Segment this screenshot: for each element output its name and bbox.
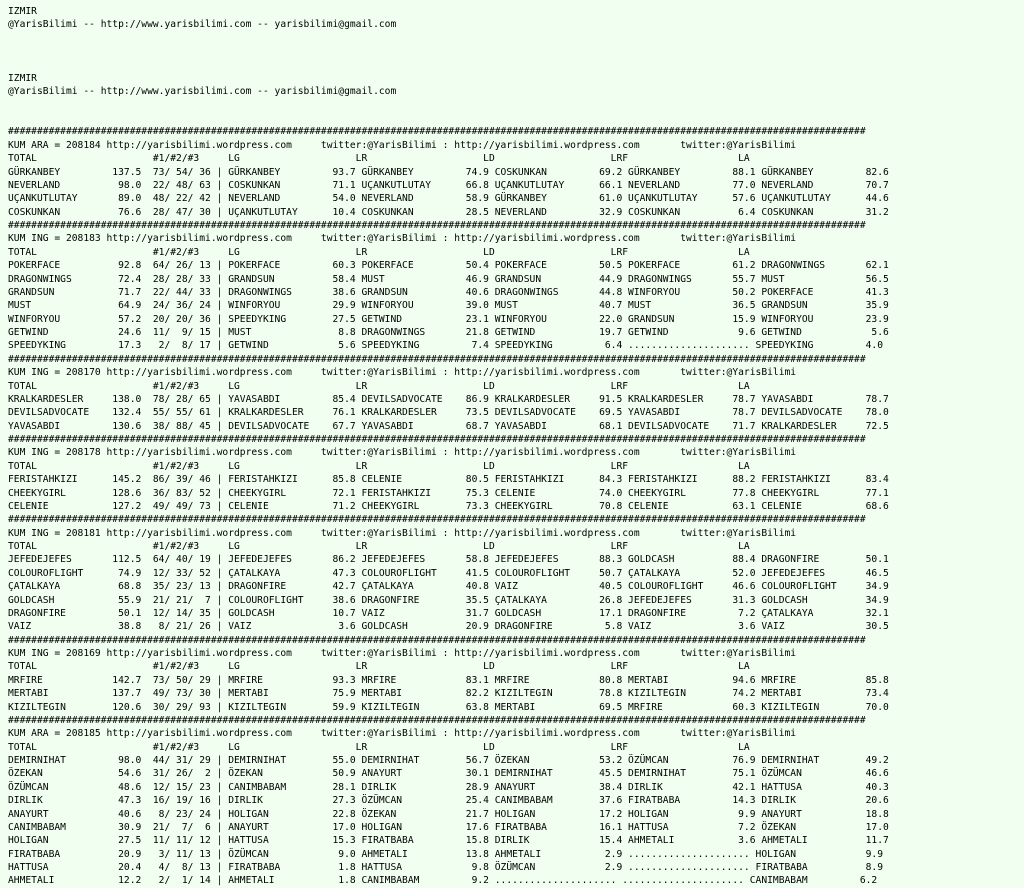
horse-row: GRANDSUN 71.7 22/ 44/ 33 | DRAGONWINGS 38.6 GRANDSUN 40.6 DRAGONWINGS 44.8 WINFORYOU 50.2 POKERFACE 41.3 [8,286,889,298]
horse-row: POKERFACE 92.8 64/ 26/ 13 | POKERFACE 60.3 POKERFACE 50.4 POKERFACE 50.5 POKERFACE 61.2 DRAGONWINGS 62.1 [8,260,889,272]
horse-row: MUST 64.9 24/ 36/ 24 | WINFORYOU 29.9 WINFORYOU 39.0 MUST 40.7 MUST 36.5 GRANDSUN 35.9 [8,300,889,312]
column-header-line: TOTAL #1/#2/#3 LG LR LD LRF LA [8,153,750,165]
horse-row: FERISTAHKIZI 145.2 86/ 39/ 46 | FERISTAHKIZI 85.8 CELENIE 80.5 FERISTAHKIZI 84.3 FERISTAHKIZI 88.2 FERISTAHKIZI 83.4 [8,474,889,486]
horse-row: GETWIND 24.6 11/ 9/ 15 | MUST 8.8 DRAGONWINGS 21.8 GETWIND 19.7 GETWIND 9.6 GETWIND 5.6 [8,327,889,338]
column-header-line: TOTAL #1/#2/#3 LG LR LD LRF LA [8,541,750,552]
horse-row: UÇANKUTLUTAY 89.0 48/ 22/ 42 | NEVERLAND 54.0 NEVERLAND 58.9 GÜRKANBEY 61.0 UÇANKUTLUTAY 57.6 UÇANKUTLUTAY 44.6 [8,193,889,205]
separator-line: #################################################################################################################################################### [8,353,866,365]
race-header-line: KUM ARA = 208184 http://yarisbilimi.wordpress.com twitter:@YarisBilimi : http://yarisbilimi.wordpress.com twitter:@YarisBilimi [8,139,797,151]
horse-row: CANIMBABAM 30.9 21/ 7/ 6 | ANAYURT 17.0 HOLIGAN 17.6 FIRATBABA 16.1 HATTUSA 7.2 ÖZEKAN 17.0 [8,821,889,833]
horse-row: GÜRKANBEY 137.5 73/ 54/ 36 | GÜRKANBEY 93.7 GÜRKANBEY 74.9 COSKUNKAN 69.2 GÜRKANBEY 88.1 GÜRKANBEY 82.6 [8,166,889,178]
horse-row: NEVERLAND 98.0 22/ 48/ 63 | COSKUNKAN 71.1 UÇANKUTLUTAY 66.8 UÇANKUTLUTAY 66.1 NEVERLAND 77.0 NEVERLAND 70.7 [8,179,889,191]
blank-line [8,32,1024,45]
horse-row: DRAGONFIRE 50.1 12/ 14/ 35 | GOLDCASH 10.7 VAIZ 31.7 GOLDCASH 17.1 DRAGONFIRE 7.2 ÇATALKAYA 32.1 [8,607,889,619]
blank-line [8,112,1024,125]
horse-row: HOLIGAN 27.5 11/ 11/ 12 | HATTUSA 15.3 FIRATBABA 15.8 DIRLIK 15.4 AHMETALI 3.6 AHMETALI 11.7 [8,835,889,847]
horse-row: CELENIE 127.2 49/ 49/ 73 | CELENIE 71.2 CHEEKYGIRL 73.3 CHEEKYGIRL 70.8 CELENIE 63.1 CELENIE 68.6 [8,500,889,512]
horse-row: COSKUNKAN 76.6 28/ 47/ 30 | UÇANKUTLUTAY 10.4 COSKUNKAN 28.5 NEVERLAND 32.9 COSKUNKAN 6.4 COSKUNKAN 31.2 [8,206,889,218]
horse-row: MRFIRE 142.7 73/ 50/ 29 | MRFIRE 93.3 MRFIRE 83.1 MRFIRE 80.8 MERTABI 94.6 MRFIRE 85.8 [8,674,889,686]
horse-row: MERTABI 137.7 49/ 73/ 30 | MERTABI 75.9 MERTABI 82.2 KIZILTEGIN 78.8 KIZILTEGIN 74.2 MERTABI 73.4 [8,688,889,700]
horse-row: SPEEDYKING 17.3 2/ 8/ 17 | GETWIND 5.6 SPEEDYKING 7.4 SPEEDYKING 6.4 ..................... SPEEDYKING 4.0 [8,340,884,352]
separator-line: #################################################################################################################################################### [8,634,866,646]
horse-row: DEVILSADVOCATE 132.4 55/ 55/ 61 | KRALKARDESLER 76.1 KRALKARDESLER 73.5 DEVILSADVOCATE 69.5 YAVASABDI 78.7 DEVILSADVOCATE 78.0 [8,407,889,419]
column-header-line: TOTAL #1/#2/#3 LG LR LD LRF LA [8,460,750,472]
horse-row: KRALKARDESLER 138.0 78/ 28/ 65 | YAVASABDI 85.4 DEVILSADVOCATE 86.9 KRALKARDESLER 91.5 KRALKARDESLER 78.7 YAVASABDI 78.7 [8,393,889,405]
horse-row: ANAYURT 40.6 8/ 23/ 24 | HOLIGAN 22.8 ÖZEKAN 21.7 HOLIGAN 17.2 HOLIGAN 9.9 ANAYURT 18.8 [8,808,889,820]
column-header-line: TOTAL #1/#2/#3 LG LR LD LRF LA [8,246,750,258]
contact-line: @YarisBilimi -- http://www.yarisbilimi.com -- yarisbilimi@gmail.com [8,19,397,31]
horse-row: HATTUSA 20.4 4/ 8/ 13 | FIRATBABA 1.8 HATTUSA 9.8 ÖZÜMCAN 2.9 ..................... FIRATBABA 8.9 [8,862,884,873]
column-header-line: TOTAL #1/#2/#3 LG LR LD LRF LA [8,661,750,673]
blank-line [8,99,1024,112]
horse-row: ÖZÜMCAN 48.6 12/ 15/ 23 | CANIMBABAM 28.1 DIRLIK 28.9 ANAYURT 38.4 DIRLIK 42.1 HATTUSA 40.3 [8,781,889,793]
horse-row: VAIZ 38.8 8/ 21/ 26 | VAIZ 3.6 GOLDCASH 20.9 DRAGONFIRE 5.8 VAIZ 3.6 VAIZ 30.5 [8,621,889,633]
separator-line: #################################################################################################################################################### [8,126,866,138]
blank-line [8,45,1024,58]
horse-row: AHMETALI 12.2 2/ 1/ 14 | AHMETALI 1.8 CANIMBABAM 9.2 ..................... ..................... CANIMBABAM 6.2 [8,875,878,887]
column-header-line: TOTAL #1/#2/#3 LG LR LD LRF LA [8,380,750,392]
horse-row: DEMIRNIHAT 98.0 44/ 31/ 29 | DEMIRNIHAT 55.0 DEMIRNIHAT 56.7 ÖZEKAN 53.2 ÖZÜMCAN 76.9 DEMIRNIHAT 49.2 [8,755,889,766]
horse-row: KIZILTEGIN 120.6 30/ 29/ 93 | KIZILTEGIN 59.9 KIZILTEGIN 63.8 MERTABI 69.5 MRFIRE 60.3 KIZILTEGIN 70.0 [8,701,889,713]
horse-row: YAVASABDI 130.6 38/ 88/ 45 | DEVILSADVOCATE 67.7 YAVASABDI 68.7 YAVASABDI 68.1 DEVILSADVOCATE 71.7 KRALKARDESLER 72.5 [8,420,889,432]
separator-line: #################################################################################################################################################### [8,514,866,526]
race-header-line: KUM ARA = 208185 http://yarisbilimi.wordpress.com twitter:@YarisBilimi : http://yarisbilimi.wordpress.com twitter:@YarisBilimi [8,728,797,740]
horse-row: DRAGONWINGS 72.4 28/ 28/ 33 | GRANDSUN 58.4 MUST 46.9 GRANDSUN 44.9 DRAGONWINGS 55.7 MUST 56.5 [8,273,889,285]
horse-row: JEFEDEJEFES 112.5 64/ 40/ 19 | JEFEDEJEFES 86.2 JEFEDEJEFES 58.8 JEFEDEJEFES 88.3 GOLDCASH 88.4 DRAGONFIRE 50.1 [8,554,889,566]
horse-row: COLOUROFLIGHT 74.9 12/ 33/ 52 | ÇATALKAYA 47.3 COLOUROFLIGHT 41.5 COLOUROFLIGHT 50.7 ÇATALKAYA 52.0 JEFEDEJEFES 46.5 [8,567,889,579]
horse-row: WINFORYOU 57.2 20/ 20/ 36 | SPEEDYKING 27.5 GETWIND 23.1 WINFORYOU 22.0 GRANDSUN 15.9 WINFORYOU 23.9 [8,313,889,325]
blank-line [8,59,1024,72]
separator-line: #################################################################################################################################################### [8,714,866,726]
horse-row: ÇATALKAYA 68.8 35/ 23/ 13 | DRAGONFIRE 42.7 ÇATALKAYA 40.8 VAIZ 40.5 COLOUROFLIGHT 46.6 COLOUROFLIGHT 34.9 [8,581,889,593]
horse-row: GOLDCASH 55.9 21/ 21/ 7 | COLOUROFLIGHT 38.6 DRAGONFIRE 35.5 ÇATALKAYA 26.8 JEFEDEJEFES 31.3 GOLDCASH 34.9 [8,594,889,606]
city-title: IZMIR [8,6,37,17]
race-header-line: KUM ING = 208169 http://yarisbilimi.wordpress.com twitter:@YarisBilimi : http://yarisbilimi.wordpress.com twitter:@YarisBilimi [8,648,797,659]
race-header-line: KUM ING = 208183 http://yarisbilimi.wordpress.com twitter:@YarisBilimi : http://yarisbilimi.wordpress.com twitter:@YarisBilimi [8,233,797,245]
horse-row: ÖZEKAN 54.6 31/ 26/ 2 | ÖZEKAN 50.9 ANAYURT 30.1 DEMIRNIHAT 45.5 DEMIRNIHAT 75.1 ÖZÜMCAN 46.6 [8,768,889,780]
race-header-line: KUM ING = 208178 http://yarisbilimi.wordpress.com twitter:@YarisBilimi : http://yarisbilimi.wordpress.com twitter:@YarisBilimi [8,447,797,459]
column-header-line: TOTAL #1/#2/#3 LG LR LD LRF LA [8,741,750,753]
horse-row: CHEEKYGIRL 128.6 36/ 83/ 52 | CHEEKYGIRL 72.1 FERISTAHKIZI 75.3 CELENIE 74.0 CHEEKYGIRL 77.8 CHEEKYGIRL 77.1 [8,487,889,499]
separator-line: #################################################################################################################################################### [8,220,866,231]
separator-line: #################################################################################################################################################### [8,434,866,445]
race-header-line: KUM ING = 208181 http://yarisbilimi.wordpress.com twitter:@YarisBilimi : http://yarisbilimi.wordpress.com twitter:@YarisBilimi [8,527,797,539]
horse-row: DIRLIK 47.3 16/ 19/ 16 | DIRLIK 27.3 ÖZÜMCAN 25.4 CANIMBABAM 37.6 FIRATBABA 14.3 DIRLIK 20.6 [8,795,889,807]
contact-line: @YarisBilimi -- http://www.yarisbilimi.com -- yarisbilimi@gmail.com [8,86,397,98]
race-header-line: KUM ING = 208170 http://yarisbilimi.wordpress.com twitter:@YarisBilimi : http://yarisbilimi.wordpress.com twitter:@YarisBilimi [8,367,797,379]
horse-row: FIRATBABA 20.9 3/ 11/ 13 | ÖZÜMCAN 9.0 AHMETALI 13.8 AHMETALI 2.9 ..................... HOLIGAN 9.9 [8,848,884,860]
city-title: IZMIR [8,72,37,84]
